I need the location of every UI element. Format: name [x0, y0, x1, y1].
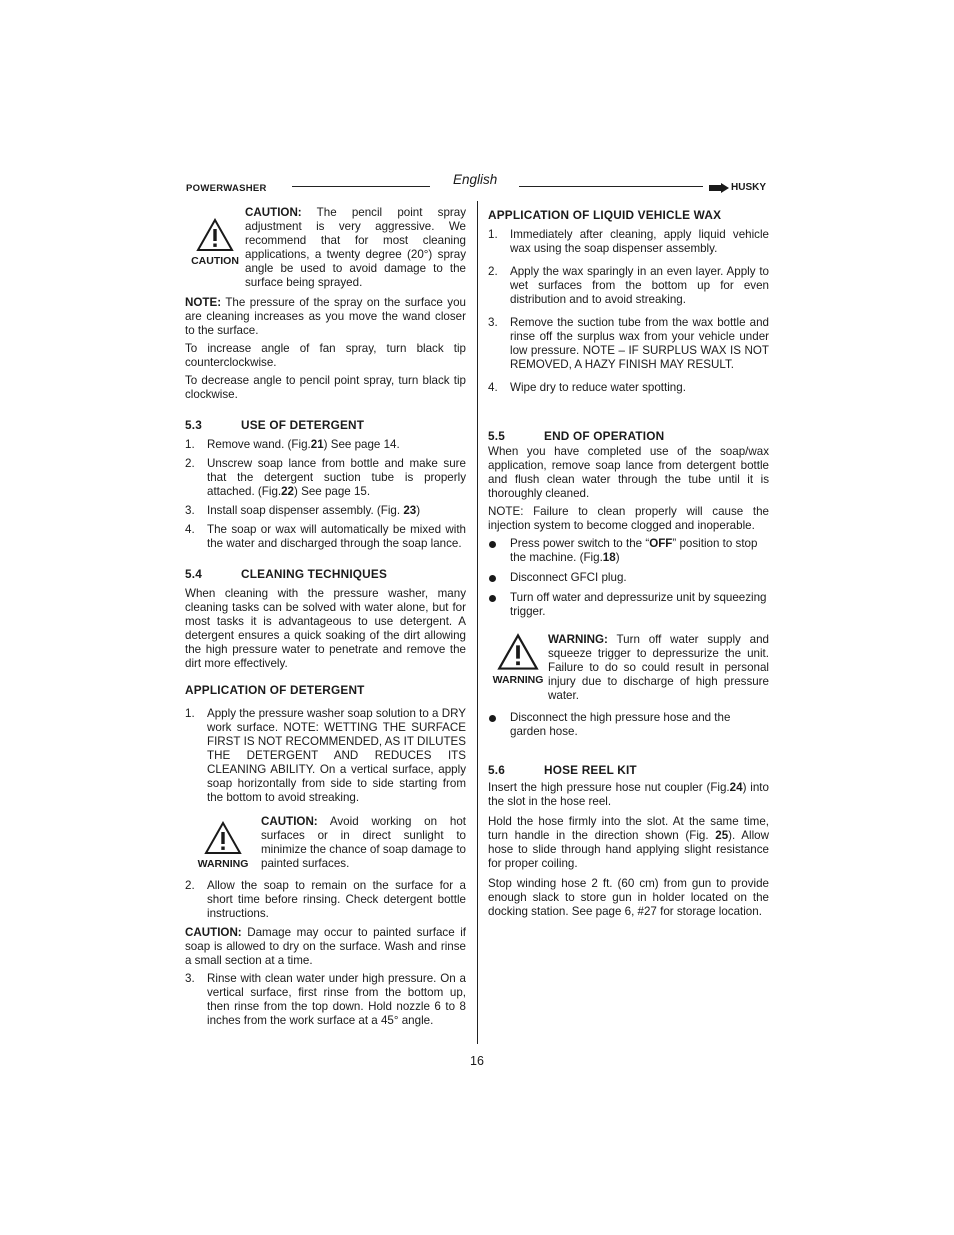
para-decrease-angle: To decrease angle to pencil point spray, turn black tip clockwise. [185, 374, 466, 401]
list-item [185, 504, 466, 518]
list-item [185, 707, 466, 805]
list-item [488, 381, 769, 395]
item-number: 1. [185, 438, 195, 451]
warning-icon-label: WARNING [492, 674, 544, 686]
end-operation-note: NOTE: Failure to clean properly will cause the injection system to become clogged and inoperable. [488, 505, 769, 532]
warning-icon-box [488, 633, 548, 687]
item-number: 2. [185, 457, 195, 470]
item-number: 1. [185, 707, 195, 720]
caution-callout-pencil [185, 206, 466, 290]
warning-text [548, 633, 769, 703]
right-column [488, 206, 769, 923]
warning-icon-label: WARNING [197, 858, 249, 870]
note-spray-pressure [185, 296, 466, 338]
item-text: Rinse with clean water under high pressure. On a vertical surface, first rinse from the bottom up, then rinse from the top down. Hold nozzle 6 to 8 inches from the work surface at a 45° angle. [207, 972, 466, 1027]
item-number: 3. [488, 316, 498, 329]
list-item [185, 438, 466, 452]
item-text: The soap or wax will automatically be mixed with the water and discharged through the soap lance. [207, 523, 466, 550]
item-text-tail: ) See page 14. [323, 438, 400, 451]
figure-ref: 22 [281, 485, 295, 498]
section-heading-5-3 [185, 418, 466, 432]
bullet-text: Disconnect GFCI plug. [510, 571, 627, 584]
section-number: 5.6 [488, 763, 505, 777]
caution-lead: CAUTION: [245, 206, 302, 219]
para-text: Hold the hose firmly into the slot. At the same time, turn handle in the direction shown (Fig. [488, 815, 769, 842]
section-title: USE OF DETERGENT [241, 418, 365, 432]
item-text: Unscrew soap lance from bottle and make sure that the detergent suction tube is properly attached. (Fig. [207, 457, 466, 498]
section-number: 5.4 [185, 567, 202, 581]
item-text: Allow the soap to remain on the surface for a short time before rinsing. Check detergent bottle instructions. [207, 879, 466, 920]
list-item [185, 879, 466, 921]
bullet-text-mid: ” position to stop the machine. (Fig. [510, 537, 758, 564]
bullet-item [488, 537, 769, 565]
bullet-item [488, 711, 769, 739]
column-divider [477, 201, 478, 1044]
bullet-item [488, 571, 769, 585]
bullet-dot [489, 575, 496, 582]
keyword-off: OFF [649, 537, 673, 550]
item-number: 1. [488, 228, 498, 241]
figure-ref: 23 [403, 504, 417, 517]
subheading-application-detergent: APPLICATION OF DETERGENT [185, 683, 365, 697]
para-text-tail: ). Allow hose to slide through hand applying slight resistance for proper coiling. [488, 829, 769, 870]
figure-ref: 24 [729, 781, 743, 794]
bullet-text: Press power switch to the “ [510, 537, 650, 550]
hose-reel-para-1 [488, 781, 769, 809]
item-number: 3. [185, 972, 195, 985]
brand-logo [709, 181, 766, 195]
caution-body: Avoid working on hot surfaces or in direct sunlight to minimize the chance of soap damage to painted surfaces. [261, 815, 466, 870]
caution-icon-box [185, 206, 245, 268]
item-text: Remove wand. (Fig. [207, 438, 311, 451]
item-text: Immediately after cleaning, apply liquid vehicle wax using the soap dispenser assembly. [510, 228, 769, 255]
caution-lead: CAUTION: [185, 926, 242, 939]
list-item [488, 265, 769, 307]
note-lead: NOTE: [185, 296, 222, 309]
bullet-dot [489, 595, 496, 602]
section-heading-5-5 [488, 429, 769, 443]
para-increase-angle: To increase angle of fan spray, turn black tip counterclockwise. [185, 342, 466, 369]
application-detergent-list-end [185, 972, 466, 1028]
bullet-text: Turn off water and depressurize unit by squeezing trigger. [510, 591, 767, 618]
cleaning-techniques-text: When cleaning with the pressure washer, many cleaning tasks can be solved with water alone, but for most tasks it is advantageous to use detergent. A detergent ensures a quick soaking of the dirt allowing the high pressure water to penetrate and remove the dirt more effectively. [185, 587, 466, 670]
hose-reel-para-2 [488, 815, 769, 871]
end-operation-bullets [488, 537, 769, 619]
note-body: The pressure of the spray on the surface you are cleaning increases as you move the wand closer to the surface. [185, 296, 466, 337]
warning-triangle-icon [497, 633, 539, 671]
list-item [488, 316, 769, 372]
figure-ref: 21 [310, 438, 324, 451]
application-detergent-list-cont [185, 879, 466, 921]
language-label: English [453, 172, 498, 187]
list-item [185, 457, 466, 499]
warning-icon-box [185, 815, 261, 871]
end-operation-bullets-cont [488, 711, 769, 739]
item-text: Wipe dry to reduce water spotting. [510, 381, 686, 394]
figure-ref: 25 [715, 829, 729, 842]
brand-arrow-icon [709, 183, 729, 193]
caution-text [245, 206, 466, 290]
caution-triangle-icon [196, 218, 234, 252]
hose-reel-para-3: Stop winding hose 2 ft. (60 cm) from gun to provide enough slack to store gun in holder located on the docking station. See page 6, #27 for storage location. [488, 877, 769, 918]
caution-text [261, 815, 466, 871]
subheading-liquid-wax: APPLICATION OF LIQUID VEHICLE WAX [488, 208, 722, 222]
item-text: Apply the pressure washer soap solution to a DRY work surface. NOTE: WETTING THE SURFACE FIRST IS NOT RECOMMENDED, AS IT DILUTES THE DETERGENT AND REDUCES ITS CLEANING ABILITY. On a vertical surface, apply soap horizontally from side to side starting from the bottom to avoid streaking. [207, 707, 466, 804]
warning-body: Turn off water supply and squeeze trigger to depressurize the unit. Failure to do so could result in personal injury due to discharge of high pressure water. [548, 633, 769, 702]
caution-body: The pencil point spray adjustment is very aggressive. We recommend that for most cleaning applications, a twenty degree (20°) spray angle be used to avoid damage to the surface being sprayed. [245, 206, 466, 289]
header-rule-left [292, 186, 430, 187]
warning-triangle-icon [204, 821, 242, 855]
section-heading-5-4 [185, 567, 466, 581]
warning-callout-depressurize [488, 633, 769, 703]
left-column [185, 206, 466, 1033]
caution-painted-surface [185, 926, 466, 968]
item-text-tail: ) See page 15. [294, 485, 371, 498]
caution-callout-sunlight [185, 815, 466, 871]
wax-steps-list [488, 228, 769, 395]
item-number: 2. [185, 879, 195, 892]
item-text: Apply the wax sparingly in an even layer. Apply to wet surfaces from the bottom up for even distribution and to avoid streaking. [510, 265, 769, 306]
section-title: CLEANING TECHNIQUES [241, 567, 388, 581]
detergent-steps-list [185, 438, 466, 551]
bullet-dot [489, 541, 496, 548]
bullet-dot [489, 715, 496, 722]
end-operation-text: When you have completed use of the soap/wax application, remove soap lance from detergent bottle and flush clean water through the tube until it is thoroughly cleaned. [488, 445, 769, 500]
caution-body: Damage may occur to painted surface if soap is allowed to dry on the surface. Wash and rinse a small section at a time. [185, 926, 466, 967]
brand-name: HUSKY [731, 182, 767, 193]
item-text: Install soap dispenser assembly. (Fig. [207, 504, 404, 517]
page-number: 16 [470, 1054, 484, 1068]
list-item [488, 228, 769, 256]
caution-icon-label: CAUTION [191, 255, 239, 267]
para-text-tail: ) into the slot in the hose reel. [488, 781, 769, 808]
item-text-tail: ) [416, 504, 421, 517]
item-number: 3. [185, 504, 195, 517]
bullet-item [488, 591, 769, 619]
section-number: 5.5 [488, 429, 505, 443]
application-detergent-list [185, 707, 466, 805]
item-text: Remove the suction tube from the wax bottle and rinse off the surplus wax from your vehicle under low pressure. NOTE – IF SURPLUS WAX IS NOT REMOVED, A HAZY FINISH MAY RESULT. [510, 316, 769, 371]
list-item [185, 523, 466, 551]
header-rule-right [519, 186, 703, 187]
bullet-text-tail: ) [615, 551, 620, 564]
section-title: HOSE REEL KIT [544, 763, 637, 777]
caution-lead: CAUTION: [261, 815, 318, 828]
item-number: 4. [185, 523, 195, 536]
running-header-title: POWERWASHER [186, 183, 267, 194]
list-item [185, 972, 466, 1028]
warning-lead: WARNING: [548, 633, 608, 646]
item-number: 2. [488, 265, 498, 278]
section-number: 5.3 [185, 418, 202, 432]
para-text: Insert the high pressure hose nut coupler (Fig. [488, 781, 730, 794]
bullet-text: Disconnect the high pressure hose and the garden hose. [510, 711, 731, 738]
item-number: 4. [488, 381, 498, 394]
figure-ref: 18 [602, 551, 616, 564]
section-heading-5-6 [488, 763, 769, 777]
section-title: END OF OPERATION [544, 429, 665, 443]
